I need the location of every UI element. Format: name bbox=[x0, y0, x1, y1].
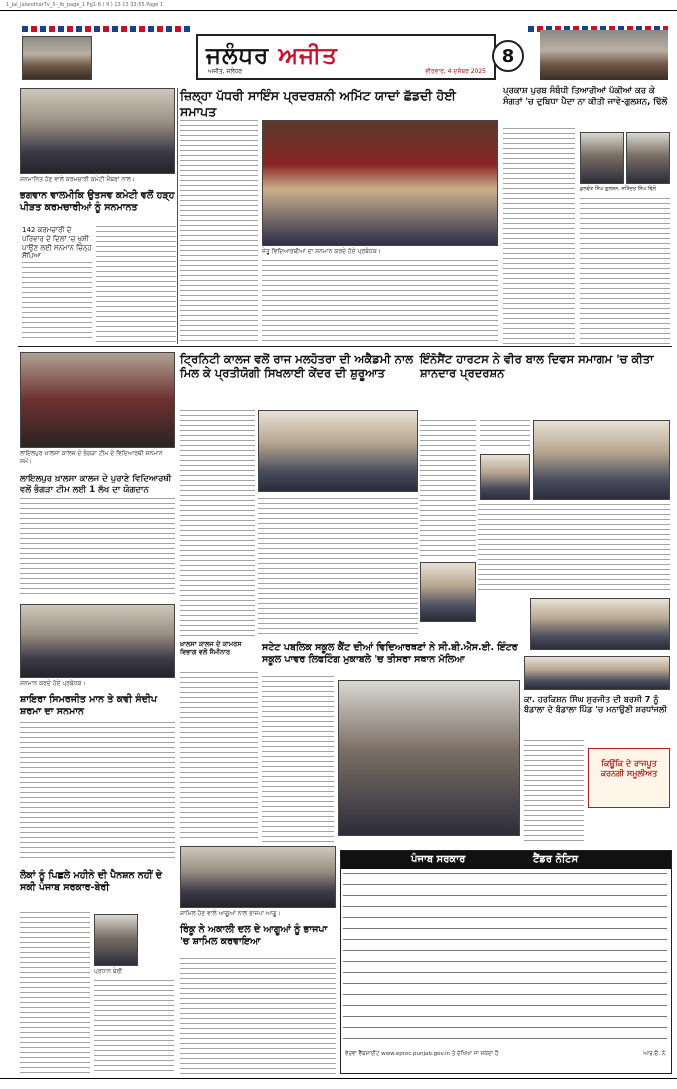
poetess-headline: ਸ਼ਾਇਰਾ ਸਿਮਰਜੀਤ ਮਾਨ ਤੇ ਕਵੀ ਸੰਦੀਪ ਸ਼ਰਮਾ ਦਾ ਸਨਮਾਨ bbox=[20, 694, 157, 717]
trinity-body-2 bbox=[258, 498, 418, 636]
lyallpur-caption: ਲਾਇਲਪੁਰ ਖ਼ਾਲਸਾ ਕਾਲਜ ਦੇ ਭੰਗੜਾ ਟੀਮ ਦੇ ਵਿਦਿਆਰਥੀ ਸਨਮਾਨ ਸਮੇਂ। bbox=[20, 450, 163, 465]
valmiki-caption: ਸਨਮਾਨਿਤ ਹੋਣ ਵਾਲੇ ਕਰਮਚਾਰੀ ਕਮੇਟੀ ਮੈਂਬਰਾਂ ਨਾਲ। bbox=[20, 176, 135, 183]
poetess-photo bbox=[20, 604, 175, 678]
state-photo bbox=[338, 680, 520, 836]
tender-ref: ਆਰ.ਓ. ਨੰ. bbox=[643, 1051, 667, 1057]
pension-headline: ਲੋਕਾਂ ਨੂੰ ਪਿਛਲੇ ਮਹੀਨੇ ਦੀ ਪੈਨਸ਼ਨ ਨਹੀਂ ਦੇ ਸਕੀ ਪੰਜਾਬ ਸਰਕਾਰ-ਬੇਰੀ bbox=[20, 870, 163, 893]
science-caption: ਜੇਤੂ ਵਿਦਿਆਰਥੀਆਂ ਦਾ ਸਨਮਾਨ ਕਰਦੇ ਹੋਏ ਪ੍ਰਬੰਧਕ। bbox=[262, 248, 381, 255]
column-rule bbox=[177, 88, 178, 344]
tender-notice bbox=[340, 850, 672, 1074]
masthead-date: ਵੀਰਵਾਰ, 4 ਦਸੰਬਰ 2025 bbox=[425, 68, 486, 75]
innocent-body-1 bbox=[420, 420, 476, 560]
valmiki-headline: ਭਗਵਾਨ ਵਾਲਮੀਕਿ ਉਤਸਵ ਕਮੇਟੀ ਵਲੋਂ ਹੜ੍ਹ ਪੀੜਤ ਕਰਮਚਾਰੀਆਂ ਨੂੰ ਸਨਮਾਨਤ bbox=[20, 190, 175, 213]
print-slug: 1_Jal_JalandharTv_5-_lb_page_1 Pg1-8 ( 9 ) 13 13 33:55 Page 1 bbox=[6, 2, 164, 8]
trinity-photo bbox=[258, 410, 418, 492]
prakash-body-1 bbox=[503, 128, 575, 344]
badal-body bbox=[524, 740, 584, 844]
page-number: 8 bbox=[492, 40, 524, 72]
akali-body bbox=[180, 958, 336, 1074]
state-headline: ਸਟੇਟ ਪਬਲਿਕ ਸਕੂਲ ਕੈਂਟ ਦੀਆਂ ਵਿਦਿਆਰਥਣਾਂ ਨੇ ਸੀ.ਬੀ.ਐਸ.ਈ. ਇੰਟਰ ਸਕੂਲ ਪਾਵਰ ਲਿਫਟਿੰਗ ਮੁਕਾਬਲੇ 'ਚ ਤੀਸਰਾ ਸਥਾਨ ਮੱਲਿਆ bbox=[262, 642, 518, 665]
masthead-landmark-photo-right bbox=[540, 30, 668, 80]
innocent-photo-1 bbox=[533, 420, 670, 500]
masthead bbox=[196, 34, 496, 80]
innocent-photo-4 bbox=[530, 598, 670, 650]
valmiki-bullet: 142 ਕਰਮਚਾਰੀ ਦੇ ਪਰਿਵਾਰ ਦੇ ਦਿਲਾਂ 'ਚ ਖੁਸ਼ੀ ਪਾਉਣ ਲਈ ਸਨਮਾਨ ਚਿੰਨ੍ਹ ਸੌਂਪਿਆ bbox=[22, 226, 92, 261]
prakash-caption: ਕੁਲਵੰਤ ਸਿੰਘ ਗੁਲਸ਼ਨ, ਜਤਿੰਦਰ ਸਿੰਘ ਢਿੱਲੋਂ bbox=[580, 186, 657, 192]
science-body-right bbox=[262, 260, 498, 344]
pension-body-1 bbox=[20, 912, 90, 1074]
tender-header bbox=[341, 851, 671, 869]
section-rule bbox=[18, 346, 672, 347]
badal-ad-box: ਕਿਊਂਕਿ ਦੇ ਰਾਜਪੂਤ ਕਰਨਗੀ ਸਮੂਲੀਅਤ bbox=[588, 748, 670, 808]
tender-table bbox=[343, 873, 667, 1049]
innocent-photo-3 bbox=[420, 562, 476, 622]
valmiki-body-2 bbox=[96, 226, 176, 342]
gulshan-photo bbox=[580, 132, 624, 184]
masthead-title-paper: ਅਜੀਤ bbox=[278, 42, 338, 69]
prakash-body-2 bbox=[580, 198, 670, 344]
innocent-body-2 bbox=[480, 420, 530, 450]
innocent-body-3 bbox=[478, 504, 670, 594]
poetess-body bbox=[20, 722, 175, 862]
state-body bbox=[262, 676, 334, 846]
tender-footer: ਵੇਰਵਾ ਵੈੱਬਸਾਈਟ www.eproc.punjab.gov.in ਤੇ ਦੇਖਿਆ ਜਾ ਸਕਦਾ ਹੈ bbox=[345, 1051, 499, 1057]
tender-right-title: ਟੈਂਡਰ ਨੋਟਿਸ bbox=[533, 854, 579, 865]
masthead-landmark-photo bbox=[22, 36, 92, 80]
masthead-subtitle: ਅਜੀਤ, ਜਲੰਧਰ bbox=[208, 68, 243, 75]
innocent-headline: ਇੰਨੋਸੈਂਟ ਹਾਰਟਸ ਨੇ ਵੀਰ ਬਾਲ ਦਿਵਸ ਸਮਾਗਮ 'ਚ ਕੀਤਾ ਸ਼ਾਨਦਾਰ ਪ੍ਰਦਰਸ਼ਨ bbox=[420, 352, 654, 381]
pension-caption: ਪ੍ਰਧਾਨ ਬੇਰੀ bbox=[94, 968, 123, 975]
lyallpur-headline: ਲਾਇਲਪੁਰ ਖ਼ਾਲਸਾ ਕਾਲਜ ਦੇ ਪੁਰਾਣੇ ਵਿਦਿਆਰਥੀ ਵਲੋਂ ਭੰਗੜਾ ਟੀਮ ਲਈ 1 ਲੱਖ ਦਾ ਯੋਗਦਾਨ bbox=[20, 474, 172, 495]
badal-photo bbox=[524, 656, 670, 690]
valmiki-body-1 bbox=[22, 262, 92, 342]
akali-photo bbox=[180, 846, 336, 908]
trinity-headline: ਟ੍ਰਿਨਿਟੀ ਕਾਲਜ ਵਲੋਂ ਰਾਜ ਮਲਹੋਤਰਾ ਦੀ ਅਕੈਡਮੀ ਨਾਲ ਮਿਲ ਕੇ ਪ੍ਰਤੀਯੋਗੀ ਸਿਖਲਾਈ ਕੇਂਦਰ ਦੀ ਸ਼ੁਰੂਆਤ bbox=[180, 352, 414, 381]
dhillon-photo bbox=[626, 132, 670, 184]
badal-headline: ਕਾ. ਹਰਕਿਸ਼ਨ ਸਿੰਘ ਸੁਰਜੀਤ ਦੀ ਬਰਸੀ 7 ਨੂੰ ਬੰਡਾਲਾ ਦੇ ਬੰਡਾਲਾ ਪਿੰਡ 'ਚ ਮਨਾਉਣੀ ਸ਼ਰਧਾਂਜਲੀ bbox=[524, 694, 667, 715]
poetess-caption: ਸਨਮਾਨ ਕਰਦੇ ਹੋਏ ਪ੍ਰਬੰਧਕ। bbox=[20, 680, 86, 687]
akali-caption: ਸ਼ਾਮਿਲ ਹੋਣ ਵਾਲੇ ਆਗੂਆਂ ਨਾਲ ਭਾਜਪਾ ਆਗੂ। bbox=[180, 910, 281, 917]
trinity-body-1 bbox=[180, 410, 255, 636]
lyallpur-body bbox=[20, 498, 175, 598]
masthead-title bbox=[206, 42, 338, 69]
pension-body-2 bbox=[94, 980, 174, 1074]
masthead-title-city: ਜਲੰਧਰ bbox=[206, 42, 270, 69]
valmiki-photo bbox=[20, 88, 175, 174]
state-side-body bbox=[180, 672, 258, 842]
science-photo bbox=[262, 120, 498, 246]
state-side-headline: ਖ਼ਾਲਸਾ ਕਾਲਜ ਦੇ ਕਾਮਰਸ ਵਿਭਾਗ ਵਲੋਂ ਸੈਮੀਨਾਰ bbox=[180, 640, 242, 657]
crop-line-bottom bbox=[0, 1078, 677, 1079]
tender-left-title: ਪੰਜਾਬ ਸਰਕਾਰ bbox=[411, 854, 466, 865]
akali-headline: ਰਿੰਕੂ ਨੇ ਅਕਾਲੀ ਦਲ ਦੇ ਆਗੂਆਂ ਨੂੰ ਭਾਜਪਾ 'ਚ ਸ਼ਾਮਿਲ ਕਰਵਾਇਆ bbox=[180, 924, 328, 947]
science-headline: ਜ਼ਿਲ੍ਹਾ ਪੱਧਰੀ ਸਾਇੰਸ ਪ੍ਰਦਰਸ਼ਨੀ ਅਮਿੱਟ ਯਾਦਾਂ ਛੱਡਦੀ ਹੋਈ ਸਮਾਪਤ bbox=[180, 88, 456, 119]
masthead-pattern-left bbox=[22, 26, 192, 32]
beri-photo bbox=[94, 914, 138, 966]
prakash-headline: ਪ੍ਰਕਾਸ਼ ਪੁਰਬ ਸੰਬੰਧੀ ਤਿਆਰੀਆਂ ਪੱਕੀਆਂ ਕਰ ਕੇ ਸੰਗਤਾਂ 'ਚ ਦੁਬਿਧਾ ਪੈਦਾ ਨਾ ਕੀਤੀ ਜਾਵੇ-ਗੁਲਸ਼ਨ, ਢਿੱਲੋਂ bbox=[503, 86, 668, 107]
crop-line bbox=[0, 10, 677, 11]
innocent-photo-2 bbox=[480, 454, 530, 500]
science-body-left bbox=[180, 120, 258, 342]
lyallpur-photo bbox=[20, 352, 175, 448]
